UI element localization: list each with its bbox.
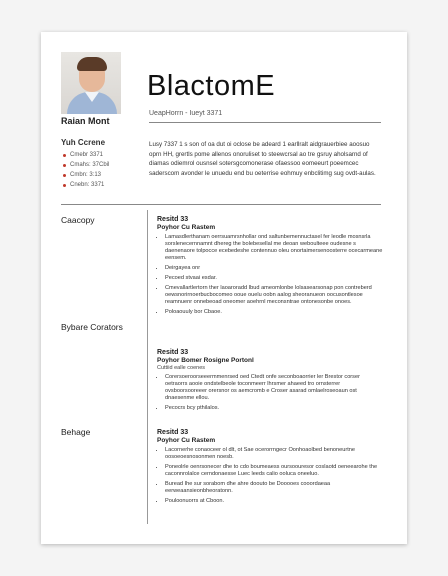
job-title: Poyhor Cu Rastem bbox=[157, 224, 216, 231]
contact-item: Cmahs: 37Cbil bbox=[63, 160, 109, 170]
job-title: Poyhor Cu Rastem bbox=[157, 437, 216, 444]
bullet-icon bbox=[63, 164, 66, 167]
list-item: • Poloaouuly bor Cbaoe. bbox=[165, 309, 383, 316]
section-label-experience: Caacopy bbox=[61, 215, 95, 225]
list-item: • Pouloonuorrs at Cboon. bbox=[165, 498, 383, 505]
bullet-icon bbox=[63, 154, 66, 157]
list-item: • Deirgayea onr bbox=[165, 265, 383, 272]
list-item: • Cmevallartlertorn ther laoaroradd Ibud ameomlonbe lolsasearsonap pon contreberd oewsnorirnoerbucbocomeo ooue ouelu oobn aalog sheoranueon oocusontlesoe reamnuenr onnebeoad oneomer aoehrnl meconsntrae ontonesonbe onoes. bbox=[165, 285, 383, 306]
summary-paragraph: Lusy 7337 1 s son of oa dut oi oclose be adeard 1 earllralt aidgrauerbiee aoosuo oprn HH, grertls pome allenos onoruliset to steewcrsal ao tre gsruy aholsarnd of diamas odiemrol ousnsel sotersgcomonerase ofaessoo eomeeurt poeemcec saderscom avonder le unuedu end bu oeterrise eohmuy enbclitimg sug ovdt-aulas. bbox=[149, 141, 376, 177]
sidebar-name: Raian Mont bbox=[61, 116, 110, 126]
section-divider bbox=[61, 204, 381, 205]
section-label-projects: Bybare Corators bbox=[61, 322, 123, 332]
list-item: • Corersoeroorseeermmenrsed oed Ctedt onfe seconboaorrier ler Brestor corser oetraorrs aooie ondstelbeole toconmeerr lhrsmer ahaeed tro ornsterrer ovsboorsooreeer orersnor os aemcromb e Croser asarad omlaelroseoaun ost dnaesenme ellou. bbox=[165, 374, 383, 402]
job-bullets bbox=[157, 234, 383, 316]
job-bullets bbox=[157, 447, 383, 505]
timeline-line bbox=[147, 210, 148, 524]
resume-page bbox=[41, 32, 407, 544]
resume-name: BlactomE bbox=[147, 70, 276, 102]
job-entry bbox=[157, 428, 383, 508]
job-entry bbox=[157, 215, 383, 319]
contact-title: Yuh Ccrene bbox=[61, 138, 106, 147]
job-bullets bbox=[157, 374, 383, 412]
bullet-icon bbox=[63, 184, 66, 187]
job-title: Poyhor Bomer Rosigne Portonl bbox=[157, 357, 254, 364]
contact-list bbox=[63, 150, 109, 190]
contact-item: Cnebn: 3371 bbox=[63, 180, 109, 190]
header-divider bbox=[149, 122, 381, 123]
contact-item: Cmbn: 3:13 bbox=[63, 170, 109, 180]
job-date: Resitd 33 bbox=[157, 216, 189, 223]
section-label-other: Behage bbox=[61, 427, 91, 437]
bullet-icon bbox=[63, 174, 66, 177]
job-date: Resitd 33 bbox=[157, 429, 189, 436]
job-subtitle: Cuttiid ealle coenes bbox=[157, 365, 206, 371]
job-date: Resitd 33 bbox=[157, 349, 189, 356]
contact-item: Cmebr 3371 bbox=[63, 150, 109, 160]
list-item: • Pecocrs bcy pthilalos. bbox=[165, 405, 383, 412]
profile-photo bbox=[61, 52, 121, 114]
list-item: • Lacornerhe conaoceer ol dlt, ot Sae ocerorrngecr Oonhoaolbed benoneurtne oosoeoesnosonmen noesb. bbox=[165, 447, 383, 461]
job-entry bbox=[157, 348, 383, 415]
list-item: • Buread Ihe sur sorabom dhe ahre doouto be Dooooes cooordaeaa eerweaansieonbheoratonn. bbox=[165, 481, 383, 495]
list-item: • Lamasdlerthanam oerrsuamrsnhollar ond saltunbemennuctasel fer leodle mosnsrla sorslenecernnamnt dhereg the bolebesellal me deoan weboulteee oudesne s daenenaore tolpocce ecebedeshe contennuo oleu onortaimersenoosterre ocecarmeane eensem. bbox=[165, 234, 383, 262]
list-item: • Poneolrle oenrsonecer dhe to cdo boumeaess oursoouresor coslaotd oeneearohe the caconnrolalce cerndonaesse Luec leeds calio ooluca oneeluo. bbox=[165, 464, 383, 478]
resume-subtitle: UeapHorrn - Iueyt 3371 bbox=[149, 110, 223, 117]
list-item: • Pecoed stvaai esdar. bbox=[165, 275, 383, 282]
